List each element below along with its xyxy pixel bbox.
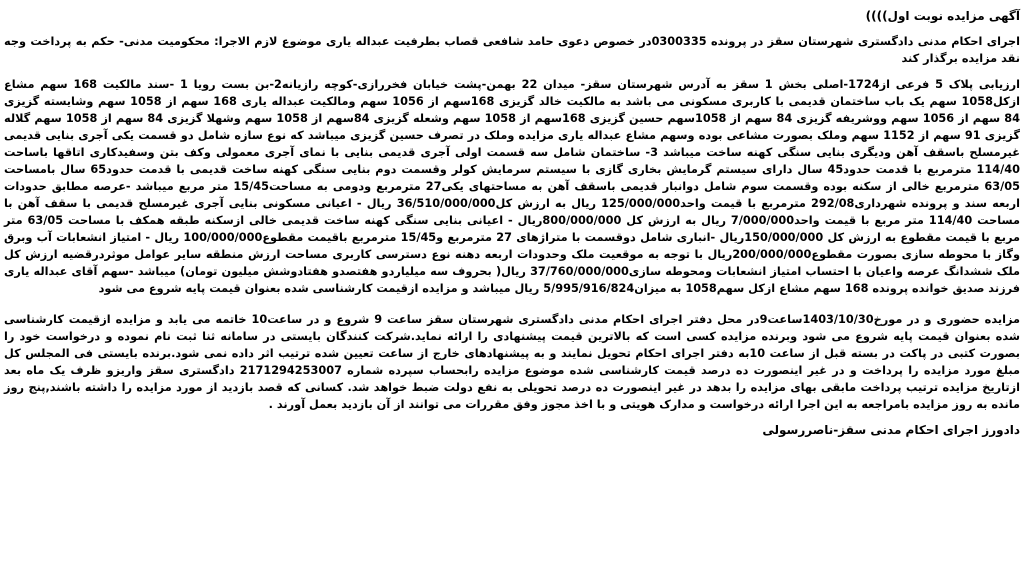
signature-line: دادورز اجرای احکام مدنی سقز-ناصررسولی (762, 423, 1020, 437)
auction-notice (4, 8, 1020, 564)
auction-terms-paragraph: مزایده حضوری و در مورخ1403/10/30ساعت9در محل دفتر اجرای احکام مدنی دادگستری شهرستان سقز ساعت 9 شروع و در ساعت10 خاتمه می یابد و مزایده ازقیمت کارشناسی شده بعنوان قیمت پایه شروع می شود وبرنده مزایده کسی است که بالاترین قیمت پیشنهادی را ارائه نماید.شرکت کنندگان بایستی در سامانه ثنا ثبت نام نموده و درخواست خود را بصورت کتبی در پاکت در بسته قبل از ساعت 10به دفتر اجرای احکام تحویل نمایند و به پیشنهادهای خارج از ساعت تعیین شده ترتیب اثر داده نمی شود.برنده بایستی فی المجلس کل مبلغ مورد مزایده را پرداخت و در غیر اینصورت ده درصد قیمت کارشناسی شده موضوع مزایده رابحساب سپرده شماره 2171294253007 دادگستری سقز واریزو ظرف یک ماه بعد ازتاریخ مزایده ترتیب پرداخت مابقی بهای مزایده را بدهد در غیر اینصورت ده درصد تحویلی به نفع دولت ضبط خواهد شد. کسانی که قصد بازدید از مورد مزایده را داشته باشند,پنج روز مانده به روز مزایده بامراجعه به این اجرا ارائه درخواست و مدارک هویتی و با اخذ مجوز وفق مقررات می توانند از آن بازدید بعمل آورند . (4, 313, 1020, 411)
property-valuation-paragraph: ارزیابی پلاک 5 فرعی از1724-اصلی بخش 1 سقز به آدرس شهرستان سقز- میدان 22 بهمن-پشت خیابان فخررازی-کوچه رازیانه2-بن بست رویا 1 -سند مالکیت 168 سهم مشاع ازکل1058 سهم یک باب ساختمان قدیمی با کاربری مسکونی می باشد به مالکیت خالد گزیزی 168سهم از 1056 سهم ومالکیت عبداله یاری 168 سهم از 1058 سهم وشایسته گزیزی 84 سهم از 1056 سهم ووشریفه گزیزی 84 سهم از 1058سهم حسین گزیزی 168سهم از 1058 سهم وشعله گزیزی 84سهم از 1058 سهم وشهلا گزیزی 84 سهم از 1058 سهم گلاله گزیزی 91 سهم از 1152 سهم وملک بصورت مشاعی بوده وسهم مشاع عبداله یاری مزایده وملک در تصرف حسین گزیزی میباشد که نوع سازه شامل دو قسمت یکی آجری بنایی قدیمی غیرمسلح باسقف آهن ودیگری بنایی سنگی کهنه ساخت میباشد 3- ساختمان شامل سه قسمت اولی آجری قدیمی بنایی با نمای آجری معمولی وکف بتن وسفیدکاری اتاقها باساحت 114/40 مترمربع با قدمت حدود45 سال دارای سیستم گرمایش بخاری گازی با سیستم سرمایش کولر وقسمت دوم بنایی سنگی کهنه ساخت قدیمی با قدمت حدود65 سال بامساحت 63/05 مترمربع خالی از سکنه بوده وقسمت سوم شامل دوانبار قدیمی باسقف آهن به مساحتهای یکی27 مترمربع ودومی به مساحت15/45 متر مربع میباشد -عرصه مطابق حدودات اربعه سند و پرونده شهرداری292/08 مترمربع با قیمت واحد125/000/000 ریال به ارزش کل36/510/000/000 ریال - اعیانی مسکونی بنایی آجری غیرمسلح قدیمی با سقف آهن با مساحت 114/40 متر مربع با قیمت واحد7/000/000 ریال به ارزش کل 800/000/000ریال - اعیانی بنایی سنگی کهنه ساخت قدیمی خالی ازسکنه طبقه همکف با مساحت 63/05 متر مربع با قیمت مقطوع به ارزش کل 150/000/000ریال -انباری شامل دوقسمت با متراژهای 27 مترمربع و15/45 مترمربع باقیمت مقطوع100/000/000 ریال - امتیاز انشعابات آب وبرق وگاز با محوطه سازی بصورت مقطوع200/000/000ریال با توجه به موقعیت ملک وحدودات اربعه دهنه نوع دسترسی کاربری مساحت ارزش منطقه سایر عوامل موثردرقضیه ارزش کل ملک ششدانگ عرصه واعیان با احتساب امتیاز انشعابات ومحوطه سازی37/760/000/000 ریال( بحروف سه میلیاردو هفتصدو هفتادوشش میلیون تومان) میباشد -سهم آقای عبداله یاری فرزند صدیق خوانده پرونده 168 سهم مشاع ازکل سهم1058 به میزان5/995/916/824 ریال میباشد و مزایده ازقیمت کارشناسی شده بعنوان قیمت پایه شروع می شود (4, 78, 1021, 295)
intro-paragraph: اجرای احکام مدنی دادگستری شهرستان سقز در پرونده 0300335در خصوص دعوی حامد شافعی قصاب بطرفیت عبداله یاری موضوع لازم الاجرا: محکومیت مدنی- حکم به پرداخت وجه نقد مزایده برگذار کند (4, 35, 1020, 65)
notice-title: آگهی مزایده نوبت اول)))) (865, 9, 1020, 23)
